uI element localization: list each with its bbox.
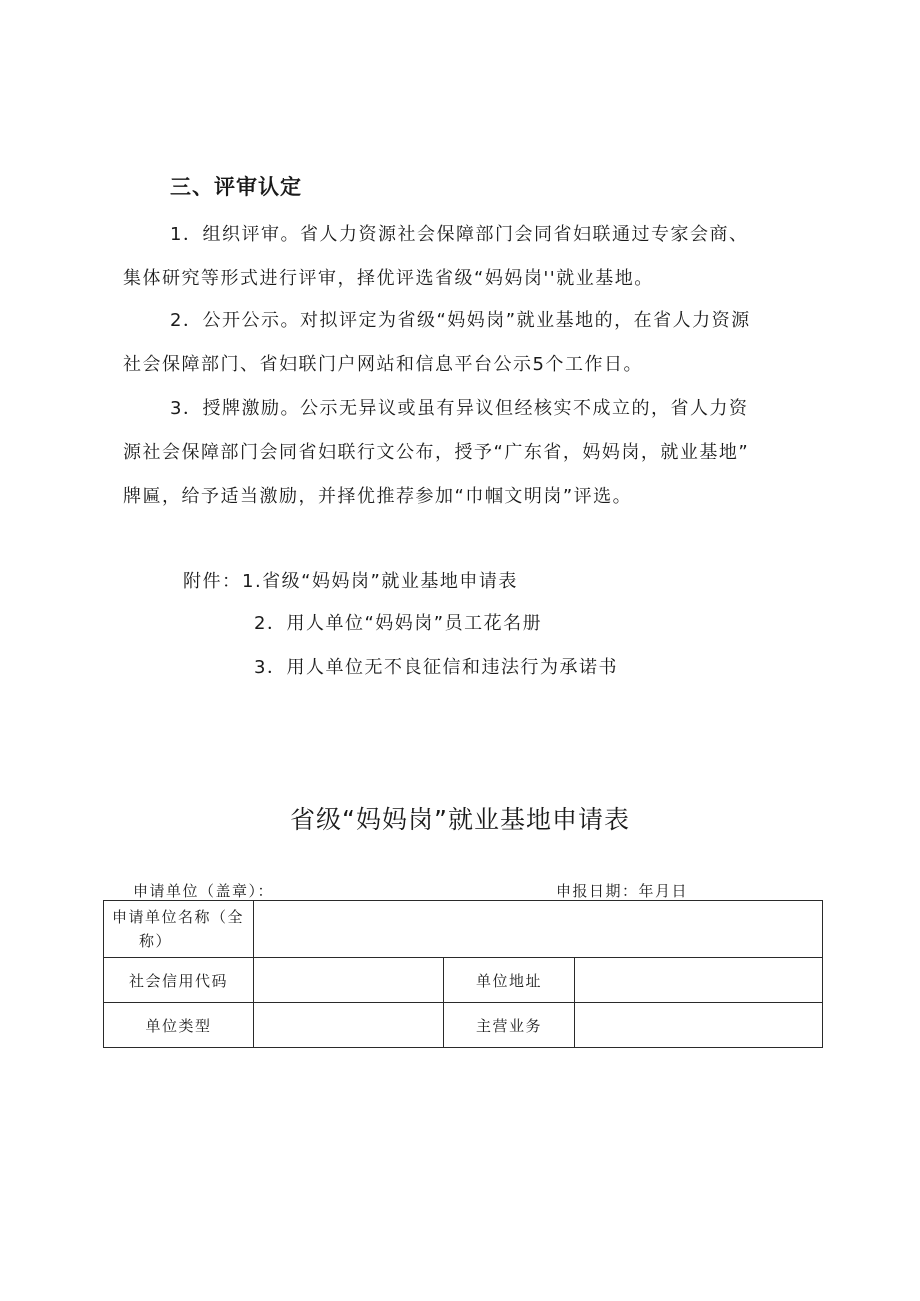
section-heading: 三、评审认定 bbox=[170, 175, 302, 199]
table-row bbox=[104, 958, 823, 1003]
paragraph-1-line-2: 集体研究等形式进行评审，择优评选省级“妈妈岗''就业基地。 bbox=[123, 268, 654, 289]
full-name-value-cell[interactable] bbox=[254, 901, 823, 958]
paragraph-3-line-3: 牌匾，给予适当激励，并择优推荐参加“巾帼文明岗”评选。 bbox=[123, 486, 633, 507]
credit-code-value-cell[interactable] bbox=[254, 958, 444, 1003]
main-business-value-cell[interactable] bbox=[575, 1003, 823, 1048]
applicant-label: 申请单位（盖章）： bbox=[133, 882, 275, 900]
unit-type-value-cell[interactable] bbox=[254, 1003, 444, 1048]
main-business-label-cell: 主营业务 bbox=[444, 1003, 575, 1048]
attachment-item-1: 1.省级“妈妈岗”就业基地申请表 bbox=[242, 571, 518, 592]
attachment-item-2: 2．用人单位“妈妈岗”员工花名册 bbox=[254, 613, 543, 634]
application-table bbox=[103, 900, 823, 1048]
paragraph-3-line-2: 源社会保障部门会同省妇联行文公布，授予“广东省，妈妈岗，就业基地” bbox=[123, 442, 750, 463]
unit-type-label-cell: 单位类型 bbox=[104, 1003, 254, 1048]
paragraph-2-line-2: 社会保障部门、省妇联门户网站和信息平台公示5个工作日。 bbox=[123, 354, 643, 375]
paragraph-1-line-1: 1．组织评审。省人力资源社会保障部门会同省妇联通过专家会商、 bbox=[170, 224, 749, 245]
full-name-label-cell bbox=[104, 901, 254, 958]
paragraph-3-line-1: 3．授牌激励。公示无异议或虽有异议但经核实不成立的，省人力资 bbox=[170, 398, 749, 419]
attachment-item-3: 3．用人单位无不良征信和违法行为承诺书 bbox=[254, 657, 618, 678]
address-value-cell[interactable] bbox=[575, 958, 823, 1003]
address-label-cell: 单位地址 bbox=[444, 958, 575, 1003]
table-row bbox=[104, 901, 823, 958]
full-name-label-line-2: 称） bbox=[139, 932, 173, 950]
date-label: 申报日期：年月日 bbox=[556, 882, 689, 900]
paragraph-2-line-1: 2．公开公示。对拟评定为省级“妈妈岗”就业基地的，在省人力资源 bbox=[170, 310, 751, 331]
form-title: 省级“妈妈岗”就业基地申请表 bbox=[290, 805, 630, 834]
full-name-label-line-1: 申请单位名称（全 bbox=[112, 908, 245, 926]
attachments-label: 附件： bbox=[183, 571, 242, 592]
table-row bbox=[104, 1003, 823, 1048]
credit-code-label-cell: 社会信用代码 bbox=[104, 958, 254, 1003]
